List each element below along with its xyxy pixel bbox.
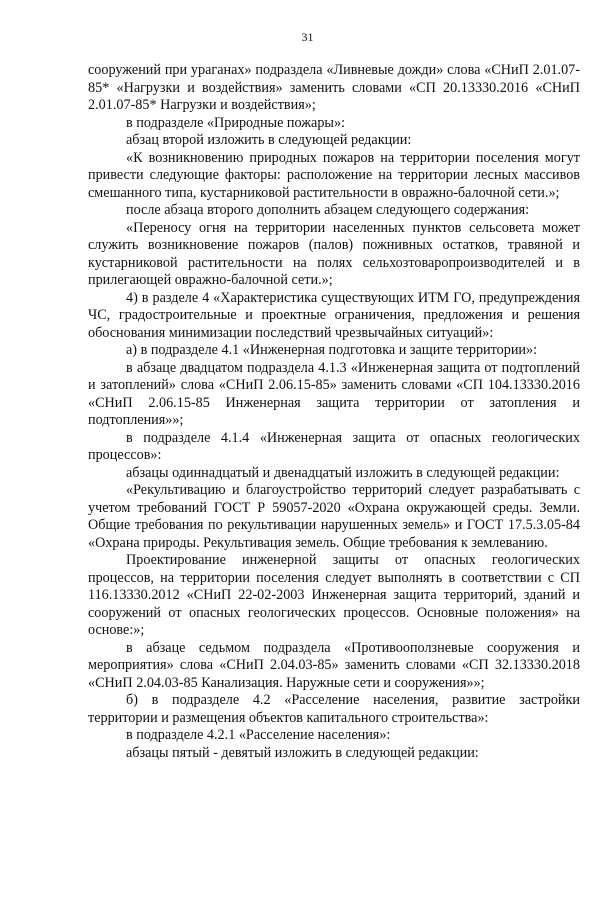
document-body [88, 62, 580, 762]
paragraph-4: «К возникновению природных пожаров на территории поселения могут привести следующие факторы: расположение на территории лесных массивов смешанного типа, кустарниковой растительности в овражно-балочной сети.»; [88, 149, 580, 201]
paragraph-17: абзацы пятый - девятый изложить в следующей редакции: [126, 744, 479, 761]
paragraph-3: абзац второй изложить в следующей редакции: [126, 132, 412, 148]
paragraph-7: 4) в разделе 4 «Характеристика существующих ИТМ ГО, предупреждения ЧС, градостроительные и проектные ограничения, предложения и решения обоснования минимизации последствий чрезвычайных ситуаций»: [88, 289, 580, 341]
paragraph-15: б) в подразделе 4.2 «Расселение населения, развитие застройки территории и размещения объектов капитального строительства»: [88, 692, 580, 726]
paragraph-6: «Переносу огня на территории населенных пунктов сельсовета может служить возникновение пожаров (палов) пожнивных остатков, травяной и кустарниковой растительности на полях сельхозтоваропроизводителей и в прилегающей овражно-балочной сети.»; [88, 219, 580, 288]
page-number: 31 [301, 30, 314, 44]
paragraph-14: в абзаце седьмом подраздела «Противооползневые сооружения и мероприятия» слова «СНиП 2.04.03-85» заменить словами «СП 32.13330.2018 «СНиП 2.04.03-85 Канализация. Наружные сети и сооружения»»; [88, 639, 580, 691]
paragraph-1: сооружений при ураганах» подраздела «Ливневые дожди» слова «СНиП 2.01.07-85* «Нагрузки и воздействия» заменить словами «СП 20.13330.2016 «СНиП 2.01.07-85* Нагрузки и воздействия»; [88, 62, 580, 113]
paragraph-12: «Рекультивацию и благоустройство территорий следует разрабатывать с учетом требований ГОСТ Р 59057-2020 «Охрана окружающей среды. Земли. Общие требования по рекультивации нарушенных земель» и ГОСТ 17.5.3.05-84 «Охрана природы. Рекультивация земель. Общие требования к землеванию. [88, 482, 580, 551]
paragraph-5: после абзаца второго дополнить абзацем следующего содержания: [126, 202, 530, 218]
paragraph-13: Проектирование инженерной защиты от опасных геологических процессов, на территории поселения следует выполнять в соответствии с СП 116.13330.2012 «СНиП 22-02-2003 Инженерная защита территорий, зданий и сооружений от опасных геологических процессов. Основные положения» на основе:»; [88, 552, 580, 638]
paragraph-16: в подразделе 4.2.1 «Расселение населения»: [126, 727, 391, 743]
paragraph-8: а) в подразделе 4.1 «Инженерная подготовка и защите территории»: [126, 342, 538, 358]
paragraph-11: абзацы одиннадцатый и двенадцатый изложить в следующей редакции: [126, 464, 560, 481]
paragraph-2: в подразделе «Природные пожары»: [126, 114, 346, 131]
paragraph-10: в подразделе 4.1.4 «Инженерная защита от опасных геологических процессов»: [88, 429, 580, 463]
paragraph-9: в абзаце двадцатом подраздела 4.1.3 «Инженерная защита от подтоплений и затоплений» слова «СНиП 2.06.15-85» заменить словами «СП 104.13330.2016 «СНиП 2.06.15-85 Инженерная защита территории от затопления и подтопления»»; [88, 359, 580, 428]
